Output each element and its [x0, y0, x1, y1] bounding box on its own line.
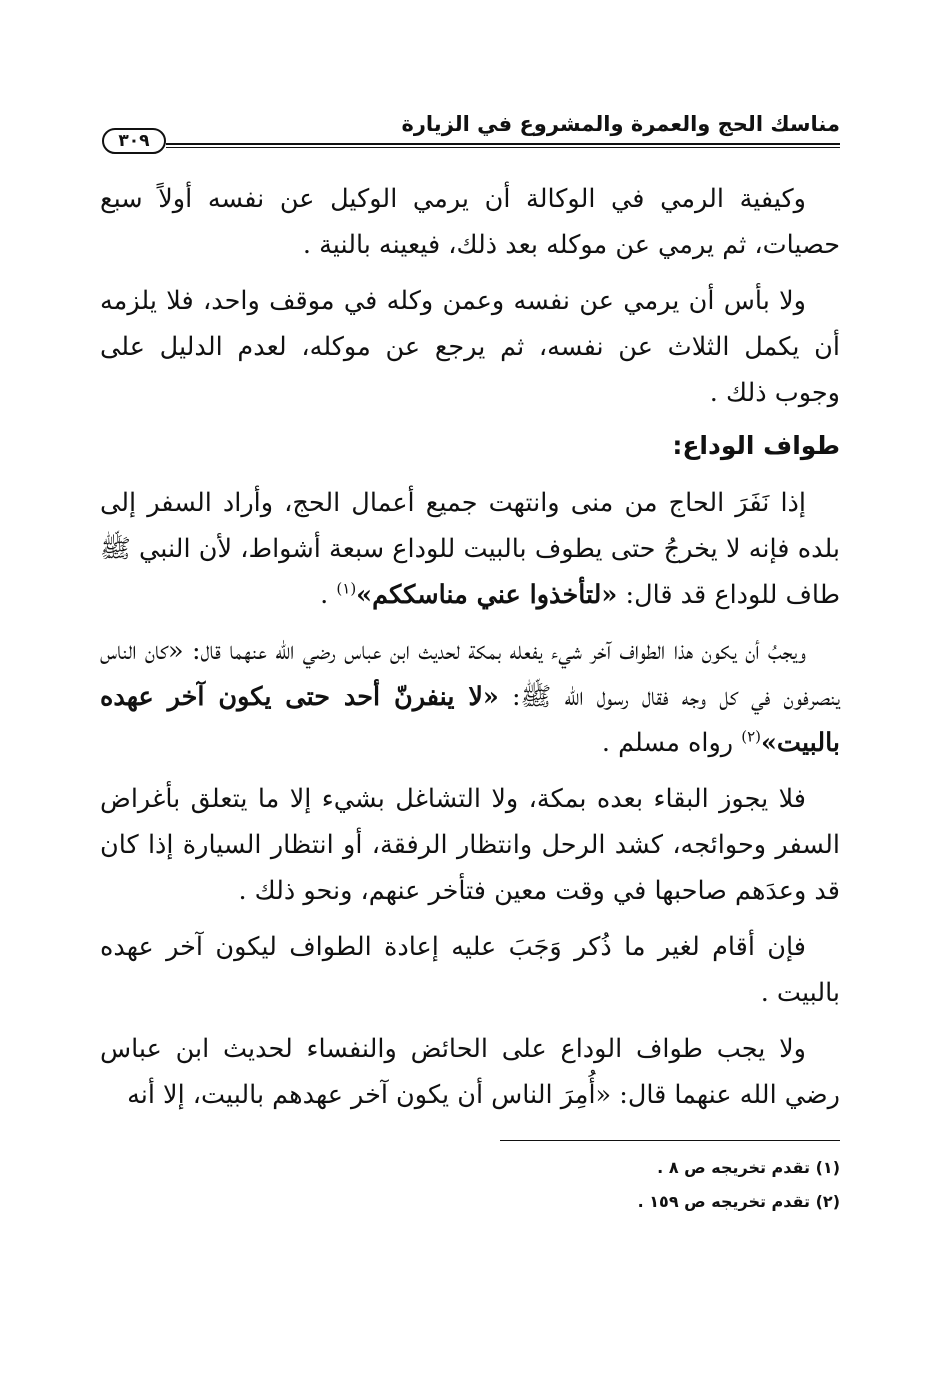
paragraph-2: ولا بأس أن يرمي عن نفسه وعمن وكله في موقف واحد، فلا يلزمه أن يكمل الثلاث عن نفسه، ثم يرجع عن موكله، لعدم الدليل على وجوب ذلك .: [100, 286, 840, 408]
running-title: مناسك الحج والعمرة والمشروع في الزيارة: [401, 112, 840, 136]
section-heading: طواف الوداع:: [672, 431, 840, 460]
paragraph-4-text: ويجبُ أن يكون هذا الطواف آخر شيء يفعله بمكة لحديث ابن عباس رضي الله عنهما قال: «كان الناس ينصرفون في كل وجه فقال رسول الله ﷺ:: [100, 636, 840, 712]
paragraph-3: [100, 480, 840, 618]
page-body: [100, 176, 840, 1118]
footnote-ref-2: (٢): [741, 727, 761, 746]
paragraph-1: وكيفية الرمي في الوكالة أن يرمي الوكيل عن نفسه أولاً سبع حصيات، ثم يرمي عن موكله بعد ذلك، فيعينه بالنية .: [100, 184, 840, 260]
paragraph-6: فإن أقام لغير ما ذُكر وَجَبَ عليه إعادة الطواف ليكون آخر عهده بالبيت .: [100, 932, 840, 1008]
header-rule: [166, 143, 840, 145]
footnote-divider: [500, 1140, 840, 1141]
paragraph-4: [100, 628, 840, 766]
paragraph-5: فلا يجوز البقاء بعده بمكة، ولا التشاغل بشيء إلا ما يتعلق بأغراض السفر وحوائجه، كشد الرحل وانتظار الرفقة، أو انتظار السيارة إذا كان قد وعدَهم صاحبها في وقت معين فتأخر عنهم، ونحو ذلك .: [100, 784, 840, 906]
hadith-quote-1: «لتأخذوا عني مناسككم»: [356, 580, 618, 610]
page-number: ٣٠٩: [102, 128, 166, 154]
paragraph-3-text: إذا نَفَرَ الحاج من منى وانتهت جميع أعمال الحج، وأراد السفر إلى بلده فإنه لا يخرجُ حتى يطوف بالبيت للوداع سبعة أشواط، لأن النبي ﷺ طاف للوداع قد قال:: [100, 488, 840, 610]
hadith-quote-2: «لا ينفرنّ أحد حتى يكون آخر عهده بالبيت»: [100, 682, 840, 758]
header-rule-thin: [166, 147, 840, 148]
footnote-1: (١) تقدم تخريجه ص ٨ .: [657, 1158, 840, 1177]
page-header: [100, 100, 840, 154]
footnote-2: (٢) تقدم تخريجه ص ١٥٩ .: [637, 1192, 840, 1211]
footnote-ref-1: (١): [336, 579, 357, 598]
paragraph-4-end: رواه مسلم .: [601, 728, 734, 758]
book-page: [100, 100, 840, 1219]
paragraph-7: ولا يجب طواف الوداع على الحائض والنفساء لحديث ابن عباس رضي الله عنهما قال: «أُمِرَ الناس أن يكون آخر عهدهم بالبيت، إلا أنه: [100, 1034, 840, 1110]
paragraph-3-end: .: [320, 580, 329, 610]
